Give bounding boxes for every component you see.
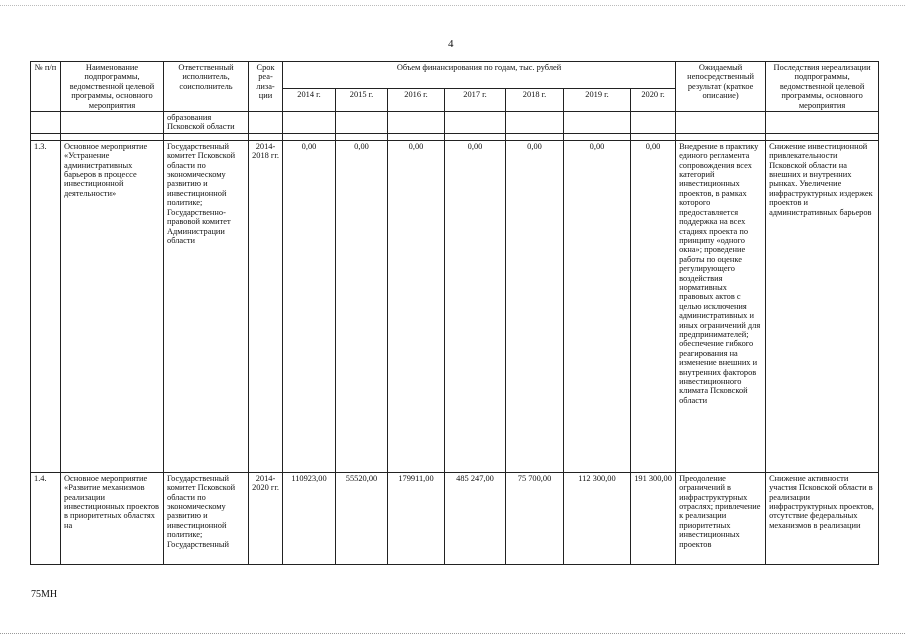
row-value: 485 247,00: [445, 472, 506, 564]
row-value: 0,00: [388, 140, 445, 472]
header-year: 2017 г.: [445, 89, 506, 112]
header-year: 2018 г.: [506, 89, 564, 112]
header-row: [31, 62, 879, 89]
header-executor: Ответственный исполнитель, соисполнитель: [164, 62, 249, 112]
row-value: 179911,00: [388, 472, 445, 564]
table-row: [31, 472, 879, 564]
row-value: 110923,00: [283, 472, 336, 564]
scan-edge-top: [0, 5, 905, 7]
row-value: 0,00: [336, 140, 388, 472]
row-value: 55520,00: [336, 472, 388, 564]
row-result: Преодоление ограничений в инфраструктурных отраслях; привлечение к реализации приоритетных инвестиционных проектов: [676, 472, 766, 564]
row-executor: Государственный комитет Псковской области по экономическому развитию и инвестиционной политике; Государственно-правовой комитет Администрации области: [164, 140, 249, 472]
row-value: 75 700,00: [506, 472, 564, 564]
row-term: 2014-2020 гг.: [249, 472, 283, 564]
table-row: [31, 140, 879, 472]
row-value: 0,00: [445, 140, 506, 472]
row-value: 0,00: [564, 140, 631, 472]
row-num: 1.4.: [31, 472, 61, 564]
spacer-row: [31, 133, 879, 140]
header-year: 2015 г.: [336, 89, 388, 112]
row-consequences: Снижение инвестиционной привлекательности Псковской области на внешних и внутренних рынках. Увеличение инфраструктурных издержек проектов и административных барьеров: [766, 140, 879, 472]
row-num: 1.3.: [31, 140, 61, 472]
header-year: 2014 г.: [283, 89, 336, 112]
row-name: Основное мероприятие «Устранение административных барьеров в процессе инвестиционной деятельности»: [61, 140, 164, 472]
header-consequences: Последствия нереализации подпрограммы, ведомственной целевой программы, основного мероприятия: [766, 62, 879, 112]
header-term: Срок реа-лиза-ции: [249, 62, 283, 112]
row-value: 0,00: [506, 140, 564, 472]
header-funding: Объем финансирования по годам, тыс. рублей: [283, 62, 676, 89]
continuation-row: [31, 112, 879, 134]
header-name: Наименование подпрограммы, ведомственной целевой программы, основного мероприятия: [61, 62, 164, 112]
row-result: Внедрение в практику единого регламента сопровождения всех категорий инвестиционных проектов, в рамках которого предоставляется поддержка на всех стадиях проекта по принципу «одного окна»; проведение работы по оценке регулирующего воздействия нормативных правовых актов с целью исключения административных и иных ограничений для предпринимателей; обеспечение гибкого реагирования на изменение внешних и внутренних факторов инвестиционного климата Псковской области: [676, 140, 766, 472]
page-number: 4: [448, 38, 454, 50]
row-value: 191 300,00: [631, 472, 676, 564]
header-year: 2019 г.: [564, 89, 631, 112]
header-year: 2020 г.: [631, 89, 676, 112]
header-year: 2016 г.: [388, 89, 445, 112]
continuation-executor: образования Псковской области: [164, 112, 249, 134]
header-result: Ожидаемый непосредственный результат (краткое описание): [676, 62, 766, 112]
row-name: Основное мероприятие «Развитие механизмов реализации инвестиционных проектов в приоритетных областях на: [61, 472, 164, 564]
row-value: 0,00: [631, 140, 676, 472]
row-consequences: Снижение активности участия Псковской области в реализации инфраструктурных проектов, отсутствие федеральных механизмов в реализации: [766, 472, 879, 564]
financing-table: [30, 61, 879, 565]
document-code: 75МН: [31, 589, 58, 600]
scan-edge-bottom: [0, 633, 905, 635]
row-value: 0,00: [283, 140, 336, 472]
row-value: 112 300,00: [564, 472, 631, 564]
row-term: 2014-2018 гг.: [249, 140, 283, 472]
header-num: № п/п: [31, 62, 61, 112]
row-executor: Государственный комитет Псковской области по экономическому развитию и инвестиционной политике; Государственный: [164, 472, 249, 564]
